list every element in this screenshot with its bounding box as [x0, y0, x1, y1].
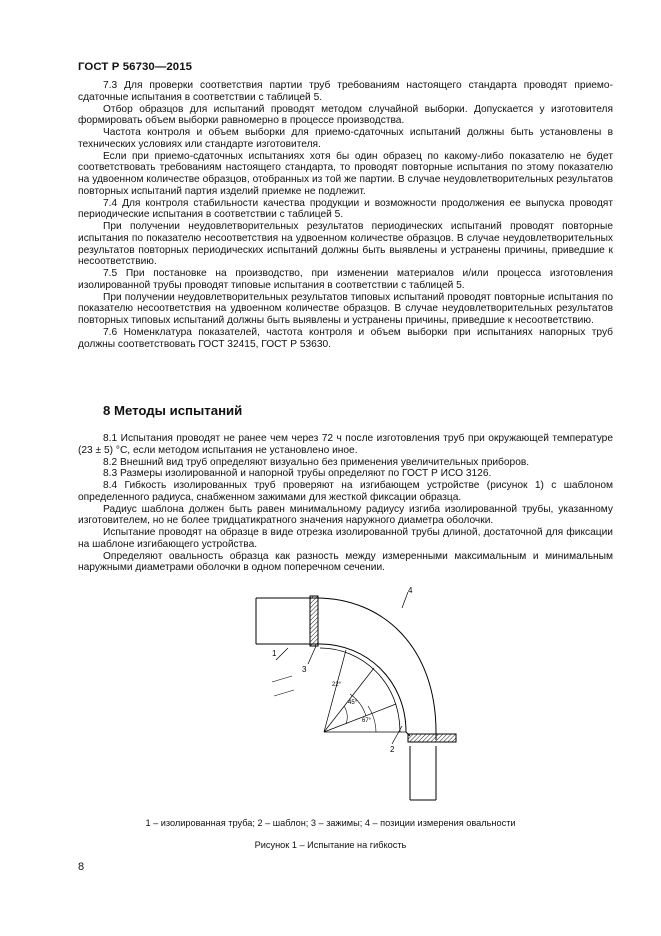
paragraph: Испытание проводят на образце в виде отрезка изолированной трубы длиной, достаточной для фиксации на шаблоне изгибающего устройства.	[78, 527, 613, 550]
label-1: 1	[272, 649, 277, 658]
clamp-top	[310, 596, 318, 646]
paragraph: 8.2 Внешний вид труб определяют визуально без применения увеличительных приборов.	[103, 456, 530, 468]
clause-8-block	[78, 433, 613, 574]
leader-2	[392, 726, 402, 744]
label-3: 3	[302, 665, 307, 674]
section-title: 8 Методы испытаний	[103, 403, 243, 418]
angle-label-1: 22°	[332, 682, 342, 688]
paragraph: При получении неудовлетворительных результатов типовых испытаний проводят повторные испытания по показателю несоответствия на удвоенном количестве образцов. В случае неудовлетворительных результатов повторных типовых испытаний должны быть выявлены и устранены причины, приведшие к несоответствию.	[78, 291, 613, 326]
paragraph: Отбор образцов для испытаний проводят методом случайной выборки. Допускается у изготовителя формировать объем выборки равномерно в процессе производства.	[78, 103, 613, 127]
angle-arc-1	[344, 706, 347, 724]
leader-3	[308, 646, 316, 664]
page-number: 8	[78, 861, 85, 873]
label-4: 4	[408, 586, 413, 595]
paragraph: При получении неудовлетворительных результатов периодических испытаний проводят повторные испытания по показателю несоответствия на удвоенном количестве образцов. В случае неудовлетворительных результатов повторных периодических испытаний должны быть выявлены и устранены причины, приведшие к несоответствию.	[78, 221, 613, 268]
label-2: 2	[390, 745, 395, 754]
paragraph: 7.4 Для контроля стабильности качества продукции и возможности продолжения ее выпуска проводят периодические испытания в соответствии с таблицей 5.	[78, 197, 613, 221]
paragraph: 8.3 Размеры изолированной и напорной трубы определяют по ГОСТ Р ИСО 3126.	[103, 468, 492, 480]
template-arc	[320, 648, 400, 732]
angle-label-3: 67°	[362, 718, 372, 724]
clamp-bottom	[408, 734, 456, 742]
paragraph: Радиус шаблона должен быть равен минимальному радиусу изгиба изолированной трубы, указанному изготовителем, но не более тридцатикратного значения наружного диаметра оболочки.	[78, 503, 613, 527]
measure-mark	[272, 676, 292, 682]
figure-legend: 1 – изолированная труба; 2 – шаблон; 3 – зажимы; 4 – позиции измерения овальности	[145, 818, 516, 828]
document-header: ГОСТ Р 56730—2015	[78, 61, 193, 73]
figure-bend-test	[196, 586, 476, 810]
paragraph: 7.6 Номенклатура показателей, частота контроля и объем выборки при испытаниях напорных труб должны соответствовать ГОСТ 32415, ГОСТ Р 53630.	[78, 326, 613, 350]
measure-mark	[274, 690, 294, 696]
clause-7-block	[78, 80, 613, 350]
paragraph: Частота контроля и объем выборки для приемо-сдаточных испытаний должны быть установлены в технических условиях или стандарте изготовителя.	[78, 127, 613, 150]
leader-1	[276, 648, 288, 660]
paragraph: 8.4 Гибкость изолированных труб проверяют на изгибающем устройстве (рисунок 1) с шаблоном определенного радиуса, снабженном зажимами для жесткой фиксации образца.	[78, 480, 613, 503]
figure-title: Рисунок 1 – Испытание на гибкость	[254, 840, 407, 850]
ray-75	[324, 650, 346, 732]
paragraph: 7.5 При постановке на производство, при изменении материалов и/или процесса изготовления изолированной трубы проводят типовые испытания в соответствии с таблицей 5.	[78, 268, 613, 291]
paragraph: 7.3 Для проверки соответствия партии труб требованиям настоящего стандарта проводят приемо-сдаточные испытания в соответствии с таблицей 5.	[78, 80, 613, 103]
paragraph: 8.1 Испытания проводят не ранее чем через 72 ч после изготовления труб при окружающей температуре (23 ± 5) °С, если методом испытания не установлено иное.	[78, 433, 613, 456]
paragraph: Если при приемо-сдаточных испытаниях хотя бы один образец по какому-либо показателю не будет соответствовать требованиям настоящего стандарта, то проводят повторные испытания по этому показателю на удвоенном количестве образцов, отобранных из той же партии. В случае неудовлетворительных результатов повторных испытаний партия изделий приемке не подлежит.	[78, 150, 613, 197]
paragraph: Определяют овальность образца как разность между измеренными максимальным и минимальным наружными диаметрами оболочки в одном поперечном сечении.	[78, 550, 613, 574]
angle-label-2: 45°	[348, 700, 358, 706]
figure-drawing	[196, 586, 476, 810]
